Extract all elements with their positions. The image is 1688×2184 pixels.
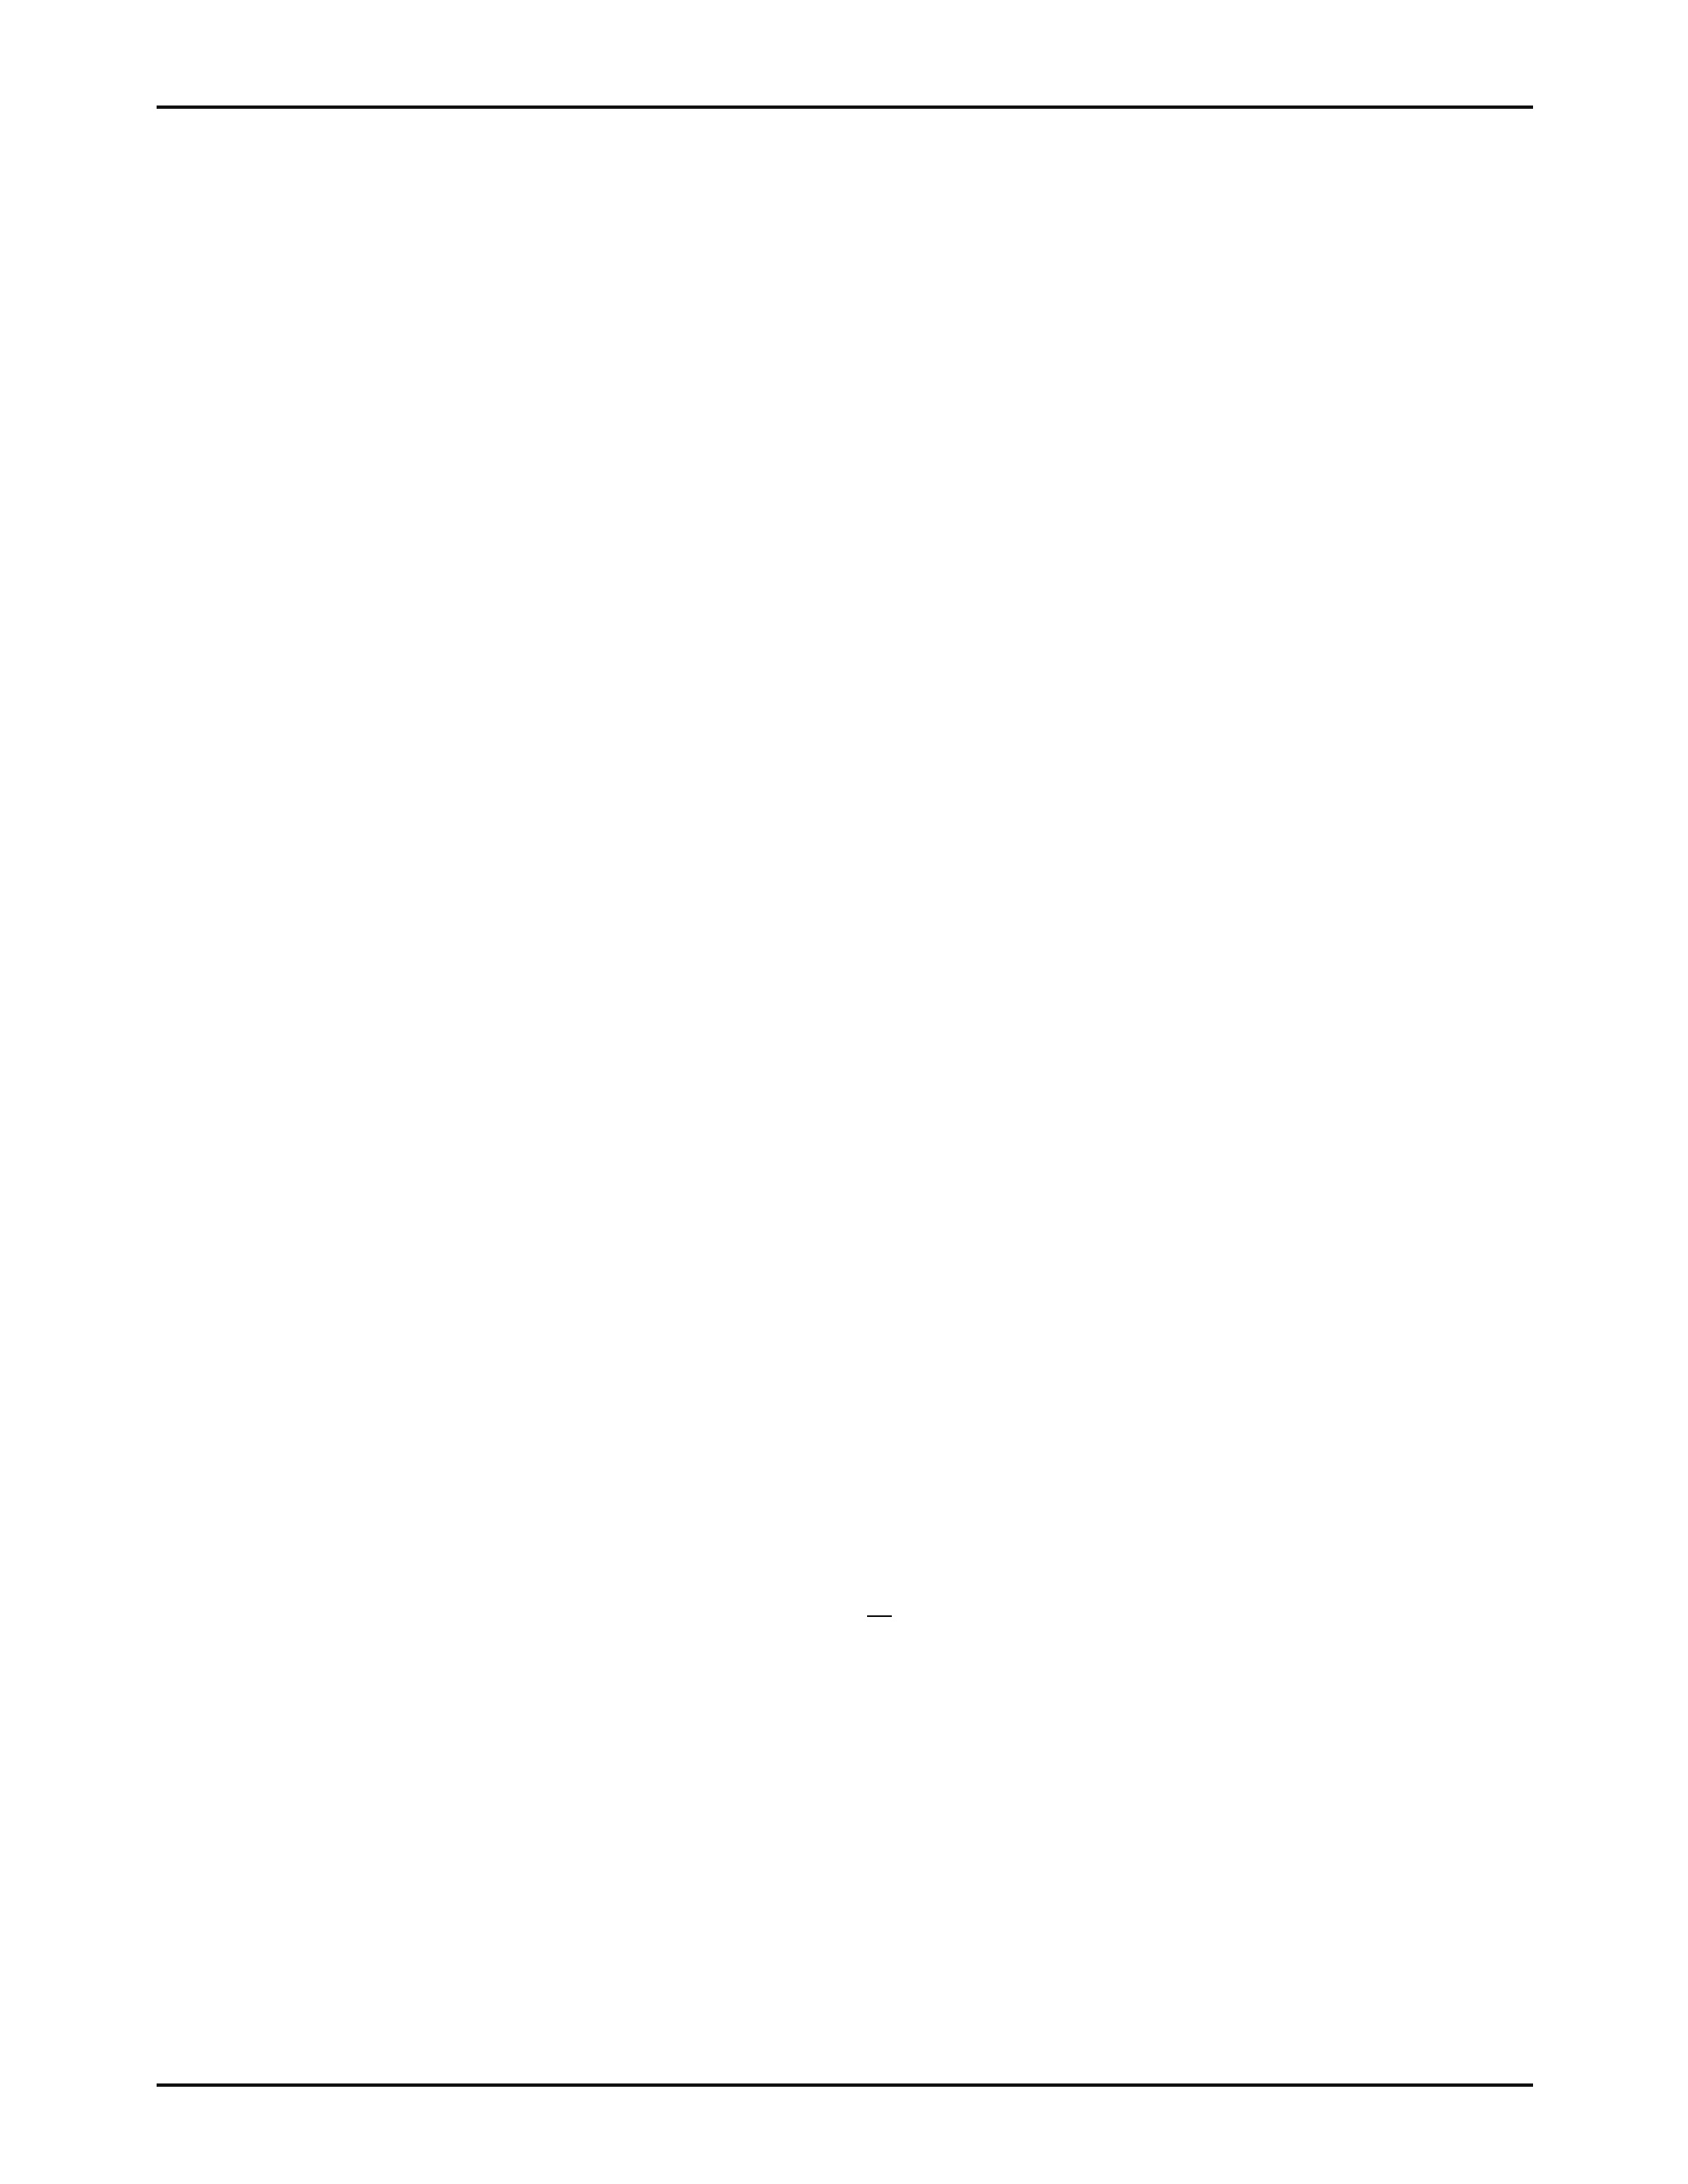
list-item (190, 1873, 224, 1904)
solution-toggle[interactable] (224, 2001, 231, 2037)
list-item (190, 1766, 224, 1797)
list-item (190, 1820, 224, 1850)
example-222 (157, 1556, 184, 1592)
top-graphs-canvas (0, 0, 1688, 791)
fraction-bar (867, 1615, 892, 1617)
parabola-graphs-canvas (0, 1137, 1688, 1385)
list-item (190, 1713, 224, 1743)
example-221 (157, 813, 184, 849)
footer-rule (157, 2083, 1533, 2087)
